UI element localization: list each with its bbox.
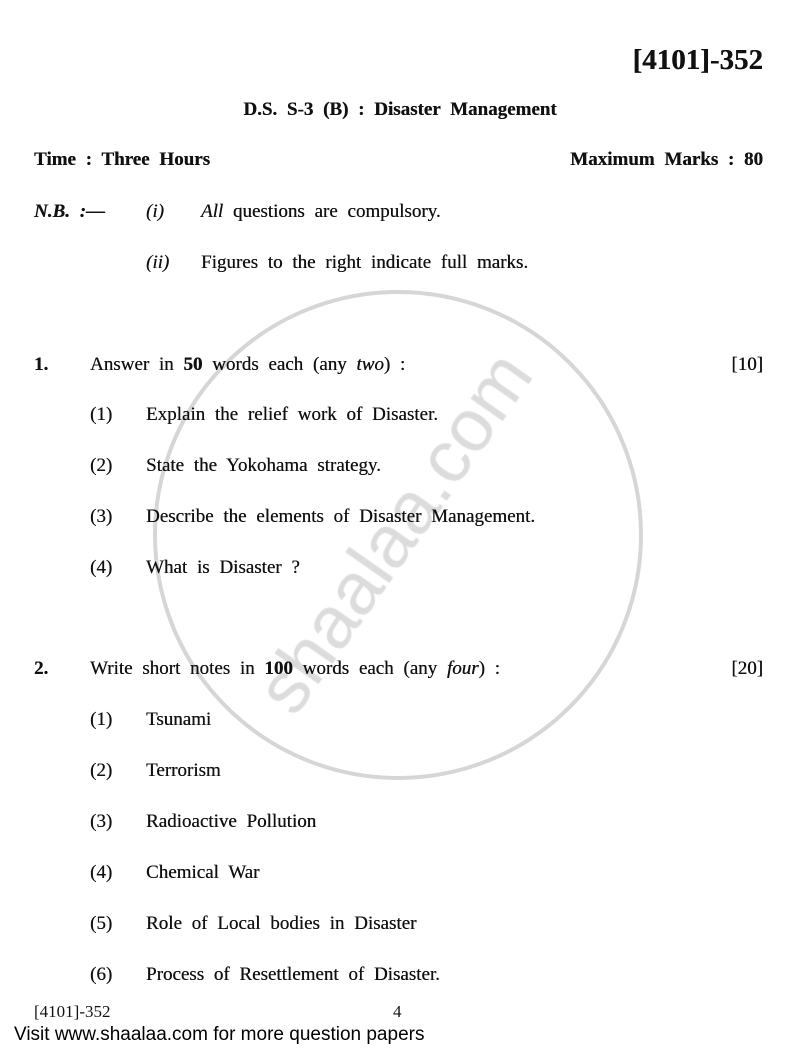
note-number: (i) [146,201,164,222]
time-label: Time : Three Hours [34,149,210,170]
item-number: (6) [90,964,113,985]
item-number: (2) [90,455,113,476]
word-count: 100 [264,658,293,679]
footer-visit-link[interactable]: Visit www.shaalaa.com for more question papers [14,1024,425,1045]
item-text: Role of Local bodies in Disaster [146,913,417,934]
item-text: Describe the elements of Disaster Management. [146,506,536,527]
prompt-part: ) : [383,354,406,375]
question-marks: [20] [731,658,763,679]
word-count: 50 [183,354,203,375]
item-text: Radioactive Pollution [146,811,317,832]
prompt-part: ) : [478,658,500,679]
any-count: four [446,658,479,679]
item-text: Process of Resettlement of Disaster. [146,964,440,985]
prompt-part: Write short notes in [90,658,255,679]
item-number: (4) [90,557,113,578]
question-number: 1. [34,354,49,375]
item-text: What is Disaster ? [146,557,300,578]
question-number: 2. [34,658,49,679]
item-text: Terrorism [146,760,221,781]
item-number: (1) [90,404,113,425]
item-text: Tsunami [146,709,212,730]
prompt-part: Answer in [90,354,174,375]
paper-code: [4101]-352 [632,44,763,76]
item-text: Explain the relief work of Disaster. [146,404,438,425]
prompt-part: words each (any [212,354,347,375]
question-prompt [90,658,500,680]
subject-title: D.S. S-3 (B) : Disaster Management [243,99,557,120]
item-number: (2) [90,760,113,781]
page-number: 4 [393,1002,402,1021]
note-emphasis: All [201,201,224,222]
question-prompt [90,354,405,376]
any-count: two [356,354,384,375]
prompt-part: words each (any [302,658,438,679]
note-text: Figures to the right indicate full marks. [201,252,529,273]
item-number: (5) [90,913,113,934]
item-number: (3) [90,811,113,832]
footer-code: [4101]-352 [34,1002,111,1021]
item-number: (3) [90,506,113,527]
item-text: Chemical War [146,862,260,883]
note-number: (ii) [146,252,170,273]
question-marks: [10] [731,354,763,375]
item-text: State the Yokohama strategy. [146,455,381,476]
note-text [201,201,441,223]
note-text-body: questions are compulsory. [232,201,441,222]
item-number: (4) [90,862,113,883]
item-number: (1) [90,709,113,730]
nb-label: N.B. :— [34,201,105,222]
max-marks: Maximum Marks : 80 [570,149,763,170]
